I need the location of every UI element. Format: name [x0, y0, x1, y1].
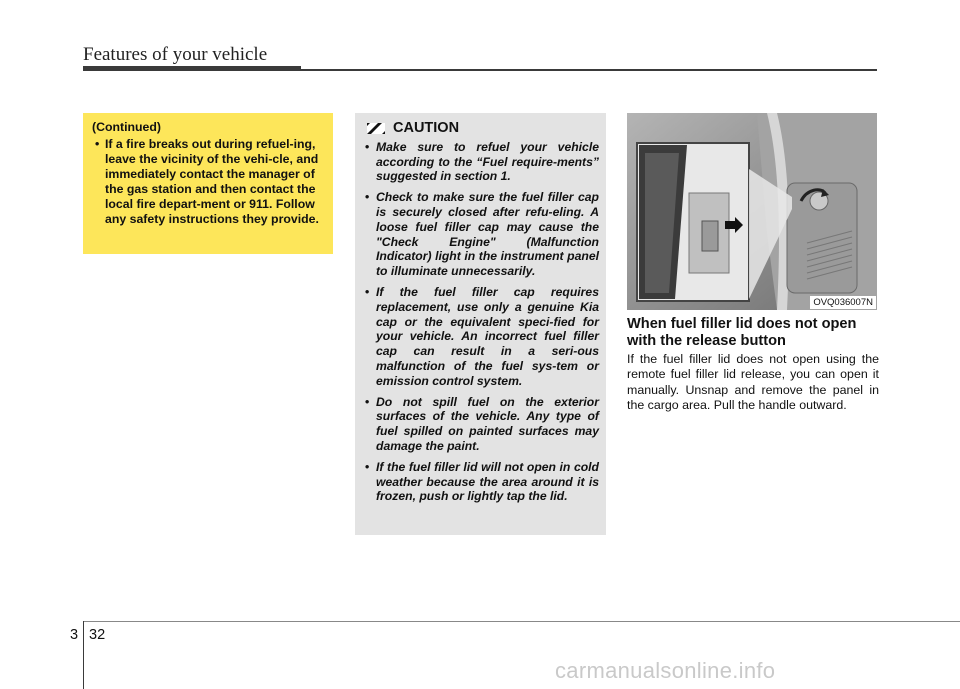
page-header-title: Features of your vehicle — [83, 44, 268, 65]
warning-continued-box — [83, 113, 333, 254]
caution-icon — [367, 123, 385, 134]
caution-item: • Check to make sure the fuel filler cap is securely closed after refu-eling. A loose fuel filler cap may cause the "Check Engine" (Malfunction Indicator) light in the instrument panel to illuminate unnecessarily. — [362, 190, 599, 279]
caution-item: • If the fuel filler cap requires replacement, use only a genuine Kia cap or the equivalent speci-fied for your vehicle. An incorrect fuel filler cap can result in a seri-ous malfunction of the fuel sys-tem or emission control system. — [362, 285, 599, 389]
caution-heading — [367, 121, 599, 136]
section-body: If the fuel filler lid does not open using the remote fuel filler lid release, you can open it manually. Unsnap and remove the panel in the cargo area. Pull the handle outward. — [627, 352, 879, 412]
cargo-area-illustration — [627, 113, 877, 310]
caution-item: • Do not spill fuel on the exterior surfaces of the vehicle. Any type of fuel spilled on painted surfaces may damage the paint. — [362, 395, 599, 454]
caution-item: • If the fuel filler lid will not open in cold weather because the area around it is frozen, push or lightly tap the lid. — [362, 460, 599, 504]
section-heading: When fuel filler lid does not open with the release button — [627, 316, 857, 349]
caution-title: CAUTION — [393, 120, 460, 136]
footer-rule — [83, 621, 960, 622]
chapter-number: 3 — [70, 627, 79, 643]
fuel-filler-figure — [627, 113, 877, 310]
header-rule-thin — [301, 69, 877, 71]
header-rule — [83, 66, 301, 71]
warning-item: • If a fire breaks out during refuel-ing, leave the vicinity of the vehi-cle, and immediately contact the manager of the gas station and then contact the local fire depart-ment or 911. Follow any safety instructions they provide. — [92, 137, 325, 227]
continued-label: (Continued) — [92, 120, 161, 134]
caution-item: • Make sure to refuel your vehicle according to the “Fuel require-ments” suggested in section 1. — [362, 140, 599, 184]
watermark: carmanualsonline.info — [555, 658, 776, 683]
caution-box — [355, 113, 606, 535]
page-number: 32 — [89, 627, 106, 643]
figure-code: OVQ036007N — [810, 296, 876, 309]
footer-divider — [83, 621, 84, 689]
